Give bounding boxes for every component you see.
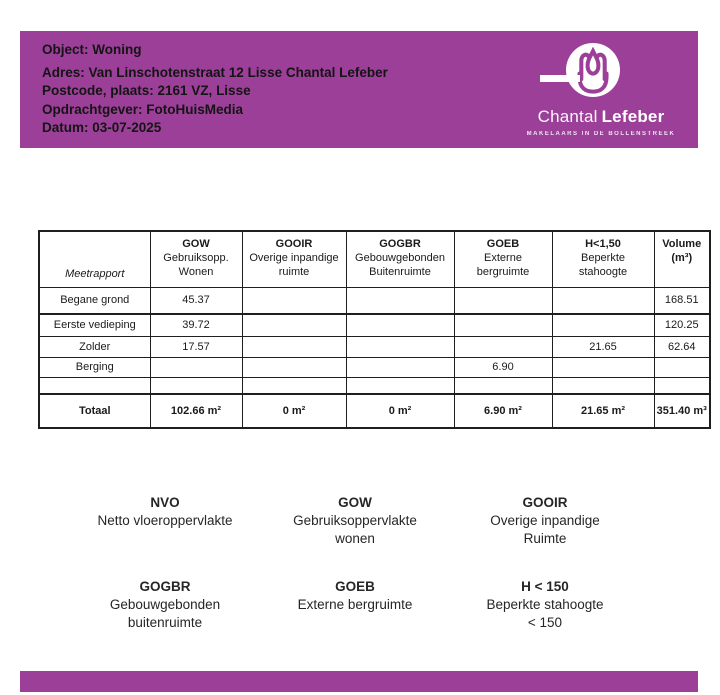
- table-row-zolder: [39, 336, 710, 357]
- cell-gogbr: [346, 287, 454, 314]
- logo-tagline: MAKELAARS IN DE BOLLENSTREEK: [526, 131, 676, 137]
- object-line: Object: Woning: [42, 42, 142, 57]
- corner-label: Meetrapport: [39, 231, 150, 287]
- legend-item-gooir: GOOIR Overige inpandige Ruimte: [490, 495, 600, 546]
- chantal-lefeber-logo: [516, 41, 686, 137]
- table-row-begane-grond: [39, 287, 710, 314]
- cell-gooir: [242, 336, 346, 357]
- cell-volume: 120.25: [654, 314, 710, 336]
- column-header-h150: H<1,50 Beperkte stahoogte: [552, 231, 654, 287]
- logo-name: [516, 107, 686, 127]
- cell-gow: 17.57: [150, 336, 242, 357]
- cell-gogbr: [346, 336, 454, 357]
- logo-name-last: Lefeber: [601, 107, 665, 126]
- cell-volume: 168.51: [654, 287, 710, 314]
- cell-goeb: 6.90: [454, 357, 552, 377]
- logo-name-first: Chantal: [537, 107, 598, 126]
- cell-goeb: [454, 314, 552, 336]
- cell-gooir: [242, 314, 346, 336]
- table-row-eerste-vedieping: [39, 314, 710, 336]
- total-cell-volume: 351.40 m³: [654, 394, 710, 428]
- cell-h150: [552, 377, 654, 394]
- row-label: Berging: [39, 357, 150, 377]
- adres-line: Adres: Van Linschotenstraat 12 Lisse Chantal Lefeber: [42, 64, 388, 80]
- cell-volume: [654, 357, 710, 377]
- tulip-glyph: [566, 43, 620, 97]
- column-header-gow: GOW Gebruiksopp. Wonen: [150, 231, 242, 287]
- cell-gow: 45.37: [150, 287, 242, 314]
- table-row-empty: [39, 377, 710, 394]
- cell-h150: [552, 314, 654, 336]
- cell-gow: [150, 357, 242, 377]
- total-cell-gogbr: 0 m²: [346, 394, 454, 428]
- measurement-table: [38, 230, 711, 429]
- legend-item-h150: H < 150 Beperkte stahoogte < 150: [486, 579, 604, 630]
- legend-item-nvo: NVO Netto vloeroppervlakte: [97, 495, 233, 528]
- cell-volume: [654, 377, 710, 394]
- row-label: Begane grond: [39, 287, 150, 314]
- total-cell-goeb: 6.90 m²: [454, 394, 552, 428]
- cell-gogbr: [346, 357, 454, 377]
- tulip-icon: [566, 43, 620, 97]
- cell-gow: 39.72: [150, 314, 242, 336]
- logo-horizontal-bar: [540, 75, 580, 82]
- column-header-volume: Volume (m³): [654, 231, 710, 287]
- column-header-gogbr: GOGBR Gebouwgebonden Buitenruimte: [346, 231, 454, 287]
- row-label: Zolder: [39, 336, 150, 357]
- opdrachtgever-line: Opdrachtgever: FotoHuisMedia: [42, 101, 244, 117]
- column-header-gooir: GOOIR Overige inpandige ruimte: [242, 231, 346, 287]
- cell-goeb: [454, 336, 552, 357]
- cell-gogbr: [346, 377, 454, 394]
- table-row-totaal: [39, 394, 710, 428]
- cell-goeb: [454, 287, 552, 314]
- cell-h150: [552, 287, 654, 314]
- legend-item-goeb: GOEB Externe bergruimte: [297, 579, 413, 612]
- column-header-goeb: GOEB Externe bergruimte: [454, 231, 552, 287]
- total-cell-gooir: 0 m²: [242, 394, 346, 428]
- postcode-line: Postcode, plaats: 2161 VZ, Lisse: [42, 83, 251, 98]
- row-label: Eerste vedieping: [39, 314, 150, 336]
- abbreviation-legend: [70, 494, 640, 632]
- report-header-text: [42, 41, 388, 138]
- total-cell-h150: 21.65 m²: [552, 394, 654, 428]
- row-label: [39, 377, 150, 394]
- cell-h150: 21.65: [552, 336, 654, 357]
- cell-gooir: [242, 377, 346, 394]
- table-row-berging: [39, 357, 710, 377]
- cell-goeb: [454, 377, 552, 394]
- cell-gogbr: [346, 314, 454, 336]
- cell-gow: [150, 377, 242, 394]
- report-header: [20, 31, 698, 148]
- legend-item-gogbr: GOGBR Gebouwgebonden buitenruimte: [109, 579, 221, 630]
- total-label: Totaal: [39, 394, 150, 428]
- cell-gooir: [242, 357, 346, 377]
- footer-accent-bar: [20, 671, 698, 692]
- total-cell-gow: 102.66 m²: [150, 394, 242, 428]
- table-header-row: [39, 231, 710, 287]
- cell-h150: [552, 357, 654, 377]
- cell-volume: 62.64: [654, 336, 710, 357]
- cell-gooir: [242, 287, 346, 314]
- legend-item-gow: GOW Gebruiksoppervlakte wonen: [293, 495, 417, 546]
- datum-line: Datum: 03-07-2025: [42, 120, 162, 135]
